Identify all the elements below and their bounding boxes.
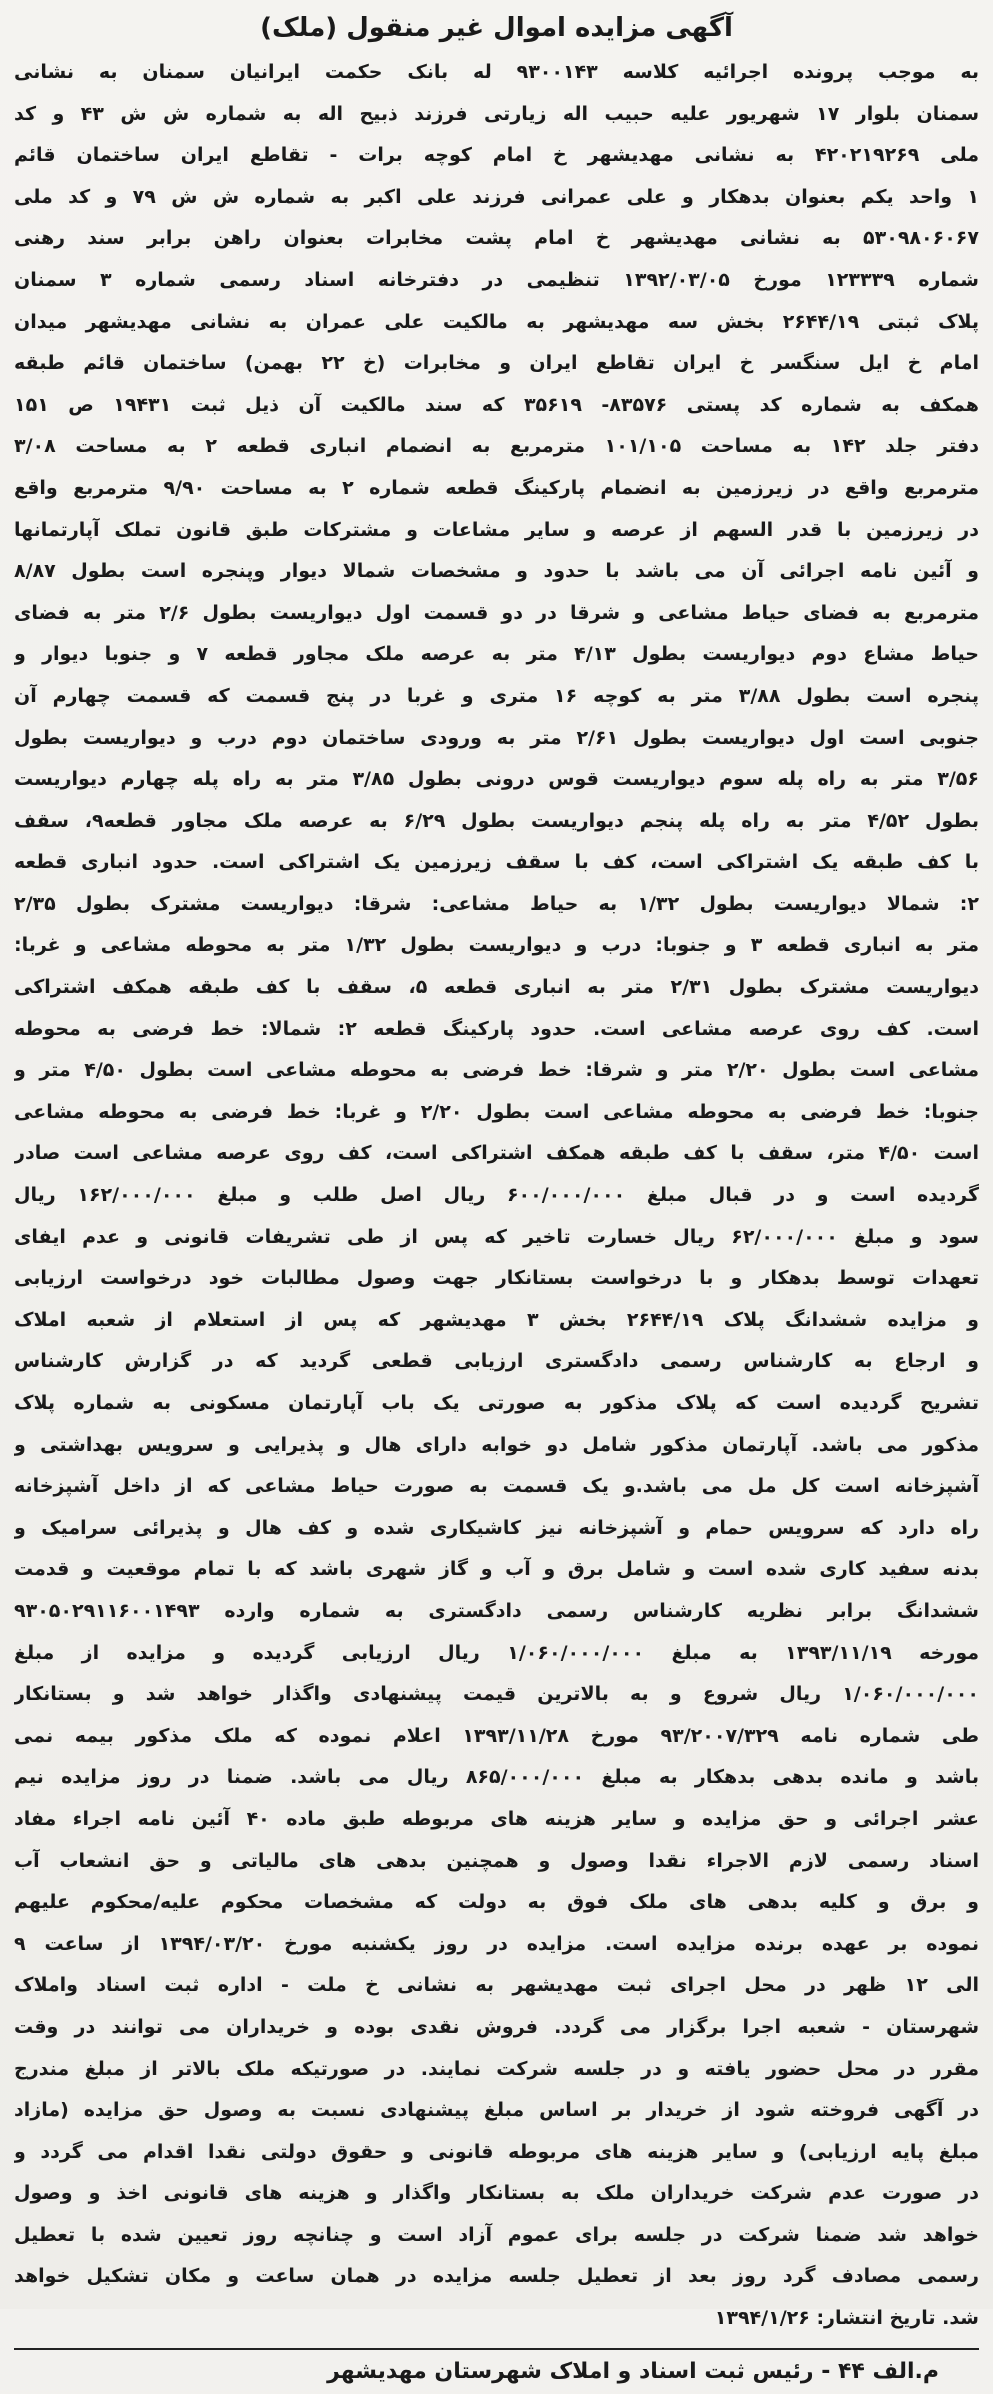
notice-line: متر به انباری قطعه ۳ و جنوبا: درب و دیواریست بطول ۱/۳۲ متر به محوطه مشاعی و غربا: bbox=[14, 934, 979, 957]
notice-line: ۱/۰۶۰/۰۰۰/۰۰۰ ریال شروع و به بالاترین قیمت پیشنهادی واگذار خواهد شد و بستانکار bbox=[14, 1683, 979, 1706]
notice-line: گردیده است و در قبال مبلغ ۶۰۰/۰۰۰/۰۰۰ ریال اصل طلب و مبلغ ۱۶۲/۰۰۰/۰۰۰ ریال bbox=[14, 1184, 979, 1207]
notice-line: راه دارد که سرویس حمام و آشپزخانه نیز کاشیکاری شده و کف هال و پذیرائی سرامیک و bbox=[14, 1516, 979, 1539]
notice-line: و ارجاع به کارشناس رسمی دادگستری ارزیابی قطعی گردید که در گزارش کارشناس bbox=[14, 1350, 979, 1373]
notice-line: مترمربع واقع در زیرزمین به انضمام پارکینگ قطعه شماره ۲ به مساحت ۹/۹۰ مترمربع واقع bbox=[14, 476, 979, 499]
notice-line: نموده بر عهده برنده مزایده است. مزایده در روز یکشنبه مورخ ۱۳۹۴/۰۳/۲۰ از ساعت ۹ bbox=[14, 1932, 979, 1955]
notice-line: و آئین نامه اجرائی آن می باشد با حدود و مشخصات شمالا دیوار وپنجره است بطول ۸/۸۷ bbox=[14, 560, 979, 583]
notice-line: در زیرزمین با قدر السهم از عرصه و سایر مشاعات و مشترکات طبق قانون تملک آپارتمانها bbox=[14, 518, 979, 541]
notice-line: و برق و کلیه بدهی های ملک فوق به دولت که مشخصات محکوم علیه/محکوم علیهم bbox=[14, 1891, 979, 1914]
notice-line: آشپزخانه است کل مل می باشد.و یک قسمت به صورت حیاط مشاعی که از داخل آشپزخانه bbox=[14, 1475, 979, 1498]
notice-line: تشریح گردیده است که پلاک مذکور به صورتی یک باب آپارتمان مسکونی به شماره پلاک bbox=[14, 1392, 979, 1414]
notice-line: الی ۱۲ ظهر در محل اجرای ثبت مهدیشهر به نشانی خ ملت - اداره ثبت اسناد واملاک bbox=[14, 1974, 979, 1997]
notice-line: عشر اجرائی و حق مزایده و سایر هزینه های مربوطه طبق ماده ۴۰ آئین نامه اجراء مفاد bbox=[14, 1807, 979, 1830]
notice-line: مشاعی است بطول ۲/۲۰ متر و شرقا: خط فرضی به محوطه مشاعی است بطول ۴/۵۰ متر و bbox=[14, 1059, 979, 1082]
notice-line: جنوبا: خط فرضی به محوطه مشاعی است بطول ۲/۲۰ و غربا: خط فرضی به محوطه مشاعی bbox=[14, 1100, 979, 1123]
notice-line: دفتر جلد ۱۴۲ به مساحت ۱۰۱/۱۰۵ مترمربع به انضمام انباری قطعه ۲ به مساحت ۳/۰۸ bbox=[14, 435, 979, 458]
notice-line: ششدانگ برابر نظریه کارشناس رسمی دادگستری به شماره وارده ۹۳۰۵۰۲۹۱۱۶۰۰۱۴۹۳ bbox=[14, 1599, 979, 1622]
notice-line: به موجب پرونده اجرائیه کلاسه ۹۳۰۰۱۴۳ له بانک حکمت ایرانیان سمنان به نشانی bbox=[14, 61, 979, 83]
notice-line: ۳/۵۶ متر به راه پله سوم دیواریست قوس درونی بطول ۳/۸۵ متر به راه پله چهارم دیواریست bbox=[14, 768, 979, 791]
notice-body bbox=[14, 52, 979, 2340]
notice-line: با کف طبقه یک اشتراکی است، کف با سقف زیرزمین یک اشتراکی است. حدود انباری قطعه bbox=[14, 851, 979, 874]
notice-line: امام خ ایل سنگسر خ ایران تقاطع ایران و مخابرات (خ ۲۲ بهمن) ساختمان قائم طبقه bbox=[14, 352, 979, 375]
notice-signature: م.الف ۴۴ - رئیس ثبت اسناد و املاک شهرستان مهدیشهر bbox=[327, 2358, 939, 2384]
notice-line: شهرستان - شعبه اجرا برگزار می گردد. فروش نقدی بوده و خریداران می توانند در وقت bbox=[14, 2015, 979, 2038]
notice-line: خواهد شد ضمنا شرکت در جلسه برای عموم آزاد است و چنانچه روز تعیین شده با تعطیل bbox=[14, 2223, 979, 2246]
notice-line: ۲: شمالا دیواریست بطول ۱/۳۲ به حیاط مشاعی: شرقا: دیواریست مشترک بطول ۲/۳۵ bbox=[14, 892, 979, 915]
notice-line: حیاط مشاع دوم دیواریست بطول ۴/۱۳ متر به عرصه ملک مجاور قطعه ۷ و جنوبا دیوار و bbox=[14, 643, 979, 666]
notice-line: طی شماره نامه ۹۳/۲۰۰۷/۳۲۹ مورخ ۱۳۹۳/۱۱/۲۸ اعلام نموده که ملک مذکور بیمه نمی bbox=[14, 1724, 979, 1747]
notice-line: پلاک ثبتی ۲۶۴۴/۱۹ بخش سه مهدیشهر به مالکیت علی عمران به نشانی مهدیشهر میدان bbox=[14, 310, 979, 333]
notice-line: در آگهی فروخته شود از خریدار بر اساس مبلغ پیشنهادی نسبت به وصول حق مزایده (مازاد bbox=[14, 2099, 979, 2122]
notice-line: بطول ۴/۵۲ متر به راه پله پنجم دیواریست بطول ۶/۲۹ به عرصه ملک مجاور قطعه۹، سقف bbox=[14, 809, 979, 832]
notice-line: ۵۳۰۹۸۰۶۰۶۷ به نشانی مهدیشهر خ امام پشت مخابرات بعنوان راهن برابر سند رهنی bbox=[14, 227, 979, 250]
notice-line: است. کف روی عرصه مشاعی است. حدود پارکینگ قطعه ۲: شمالا: خط فرضی به محوطه bbox=[14, 1017, 979, 1040]
notice-line: مذکور می باشد. آپارتمان مذکور شامل دو خوابه دارای هال و پذیرایی و سرویس بهداشتی و bbox=[14, 1433, 979, 1456]
notice-line: سمنان بلوار ۱۷ شهریور علیه حبیب اله زیارتی فرزند ذبیح اله به شماره ش ش ۴۳ و کد bbox=[14, 102, 979, 125]
notice-line: تعهدات توسط بدهکار و با درخواست بستانکار جهت وصول مطالبات خود درخواست ارزیابی bbox=[14, 1267, 979, 1290]
notice-line: دیواریست مشترک بطول ۲/۳۱ متر به انباری قطعه ۵، سقف با کف طبقه همکف اشتراکی bbox=[14, 976, 979, 999]
notice-line: مبلغ پایه ارزیابی) و سایر هزینه های مربوطه قانونی و حقوق دولتی نقدا اقدام می گردد و bbox=[14, 2140, 979, 2163]
notice-line: در صورت عدم شرکت خریداران ملک به بستانکار واگذار و هزینه های قانونی اخذ و وصول bbox=[14, 2182, 979, 2205]
notice-line: رسمی مصادف گرد روز بعد از تعطیل جلسه مزایده در همان ساعت و مکان تشکیل خواهد bbox=[14, 2265, 979, 2288]
notice-line: مقرر در محل حضور یافته و در جلسه شرکت نمایند. در صورتیکه ملک بالاتر از مبلغ مندرج bbox=[14, 2057, 979, 2080]
notice-title: آگهی مزایده اموال غیر منقول (ملک) bbox=[260, 13, 733, 43]
notice-line: شد. تاریخ انتشار: ۱۳۹۴/۱/۲۶ bbox=[714, 2307, 979, 2330]
notice-line: ۱ واحد یکم بعنوان بدهکار و علی عمرانی فرزند علی اکبر به شماره ش ش ۷۹ و کد ملی bbox=[14, 185, 979, 208]
notice-line: اسناد رسمی لازم الاجراء نقدا وصول و همچنین بدهی های مالیاتی و حق انشعاب آب bbox=[14, 1849, 979, 1872]
notice-line: و مزایده ششدانگ پلاک ۲۶۴۴/۱۹ بخش ۳ مهدیشهر که پس از استعلام از شعبه املاک bbox=[14, 1308, 979, 1331]
notice-line: شماره ۱۲۳۳۳۹ مورخ ۱۳۹۲/۰۳/۰۵ تنظیمی در دفترخانه اسناد رسمی شماره ۳ سمنان bbox=[14, 268, 979, 291]
notice-line: سود و مبلغ ۶۲/۰۰۰/۰۰۰ ریال خسارت تاخیر که پس از طی تشریفات قانونی و عدم ایفای bbox=[14, 1225, 979, 1248]
notice-line: همکف به شماره کد پستی ۸۳۵۷۶- ۳۵۶۱۹ که سند مالکیت آن ذیل ثبت ۱۹۴۳۱ ص ۱۵۱ bbox=[14, 393, 979, 416]
notice-line: باشد و مانده بدهی بدهکار به مبلغ ۸۶۵/۰۰۰/۰۰۰ ریال می باشد. ضمنا در روز مزایده نیم bbox=[14, 1766, 979, 1789]
notice-line: جنوبی است اول دیواریست بطول ۲/۶۱ متر به ورودی ساختمان دوم درب و دیواریست بطول bbox=[14, 726, 979, 749]
notice-line: بدنه سفید کاری شده است و شامل برق و آب و گاز شهری باشد که با تمام موقعیت و قدمت bbox=[14, 1558, 979, 1581]
notice-line: است ۴/۵۰ متر، سقف با کف طبقه همکف اشتراکی است، کف روی عرصه مشاعی است صادر bbox=[14, 1142, 979, 1165]
notice-line: مترمربع به فضای حیاط مشاعی و شرقا در دو قسمت اول دیواریست بطول ۲/۶ متر به فضای bbox=[14, 601, 979, 624]
notice-line: ملی ۴۲۰۲۱۹۲۶۹ به نشانی مهدیشهر خ امام کوچه برات - تقاطع ایران ساختمان قائم bbox=[14, 144, 979, 167]
notice-line: پنجره است بطول ۳/۸۸ متر به کوچه ۱۶ متری و غربا در پنج قسمت که قسمت چهارم آن bbox=[14, 684, 979, 707]
notice-line: مورخه ۱۳۹۳/۱۱/۱۹ به مبلغ ۱/۰۶۰/۰۰۰/۰۰۰ ریال ارزیابی گردیده و مزایده از مبلغ bbox=[14, 1641, 979, 1664]
